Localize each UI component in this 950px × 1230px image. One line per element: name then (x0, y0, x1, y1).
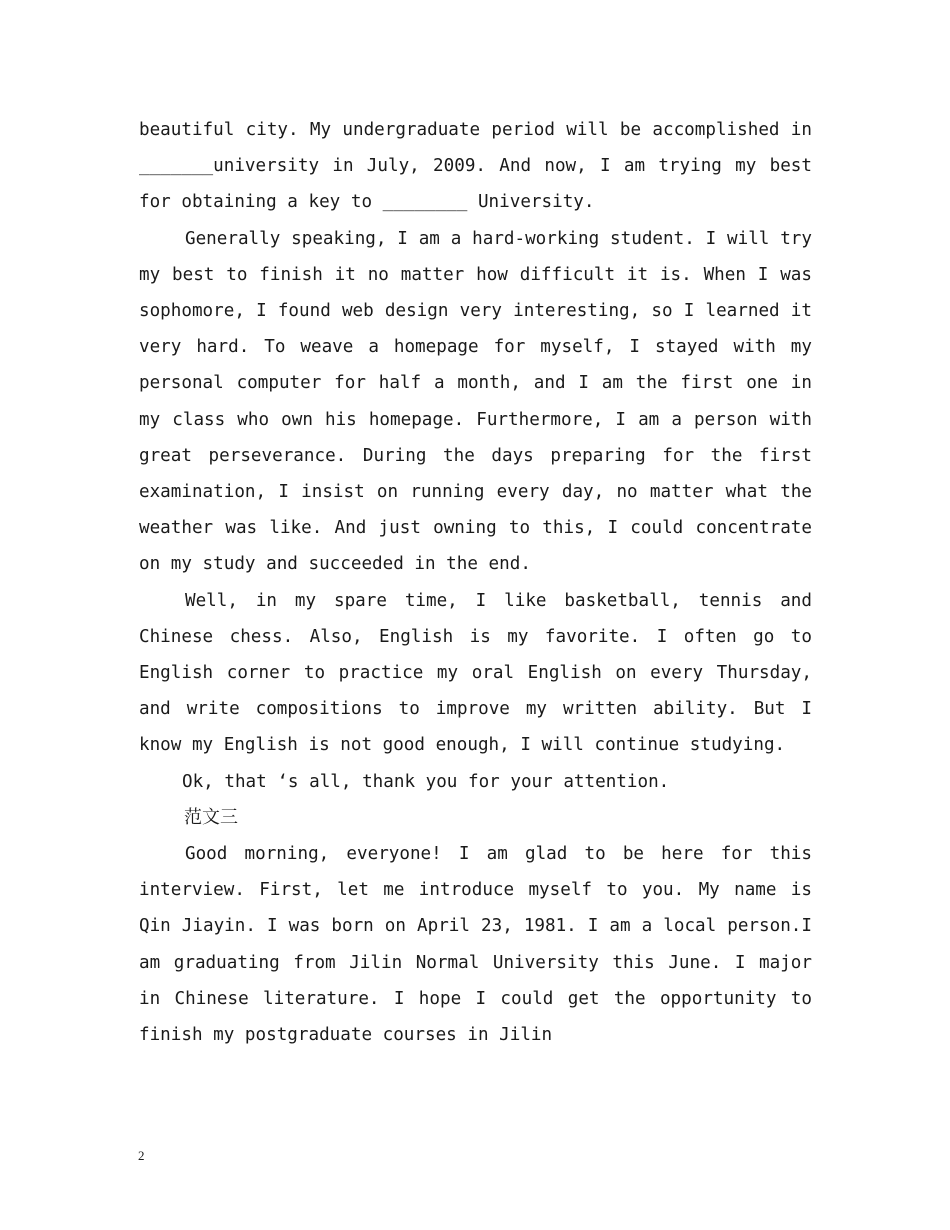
paragraph-hobbies: Well, in my spare time, I like basketball, tennis and Chinese chess. Also, English is my favorite. I often go to English corner to practice my oral English on every Thursday, and write compositions to improve my written ability. But I know my English is not good enough, I will continue studying. (139, 590, 812, 756)
section-heading: 范文三 (184, 806, 238, 828)
paragraph-continuation: beautiful city. My undergraduate period will be accomplished in _______university in July, 2009. And now, I am trying my best for obtaining a key to ________ University. (139, 120, 812, 213)
paragraph-closing: Ok, that ‘s all, thank you for your attention. (182, 771, 670, 792)
paragraph-introduction: Good morning, everyone! I am glad to be here for this interview. First, let me introduce myself to you. My name is Qin Jiayin. I was born on April 23, 1981. I am a local person.I am graduating from Jilin Normal University this June. I major in Chinese literature. I hope I could get the opportunity to finish my postgraduate courses in Jilin (139, 844, 812, 1046)
document-body (139, 112, 812, 1053)
paragraph-hard-working: Generally speaking, I am a hard-working student. I will try my best to finish it no matter how difficult it is. When I was sophomore, I found web design very interesting, so I learned it very hard. To weave a homepage for myself, I stayed with my personal computer for half a month, and I am the first one in my class who own his homepage. Furthermore, I am a person with great perseverance. During the days preparing for the first examination, I insist on running every day, no matter what the weather was like. And just owning to this, I could concentrate on my study and succeeded in the end. (139, 228, 812, 575)
page-number: 2 (138, 1148, 145, 1163)
